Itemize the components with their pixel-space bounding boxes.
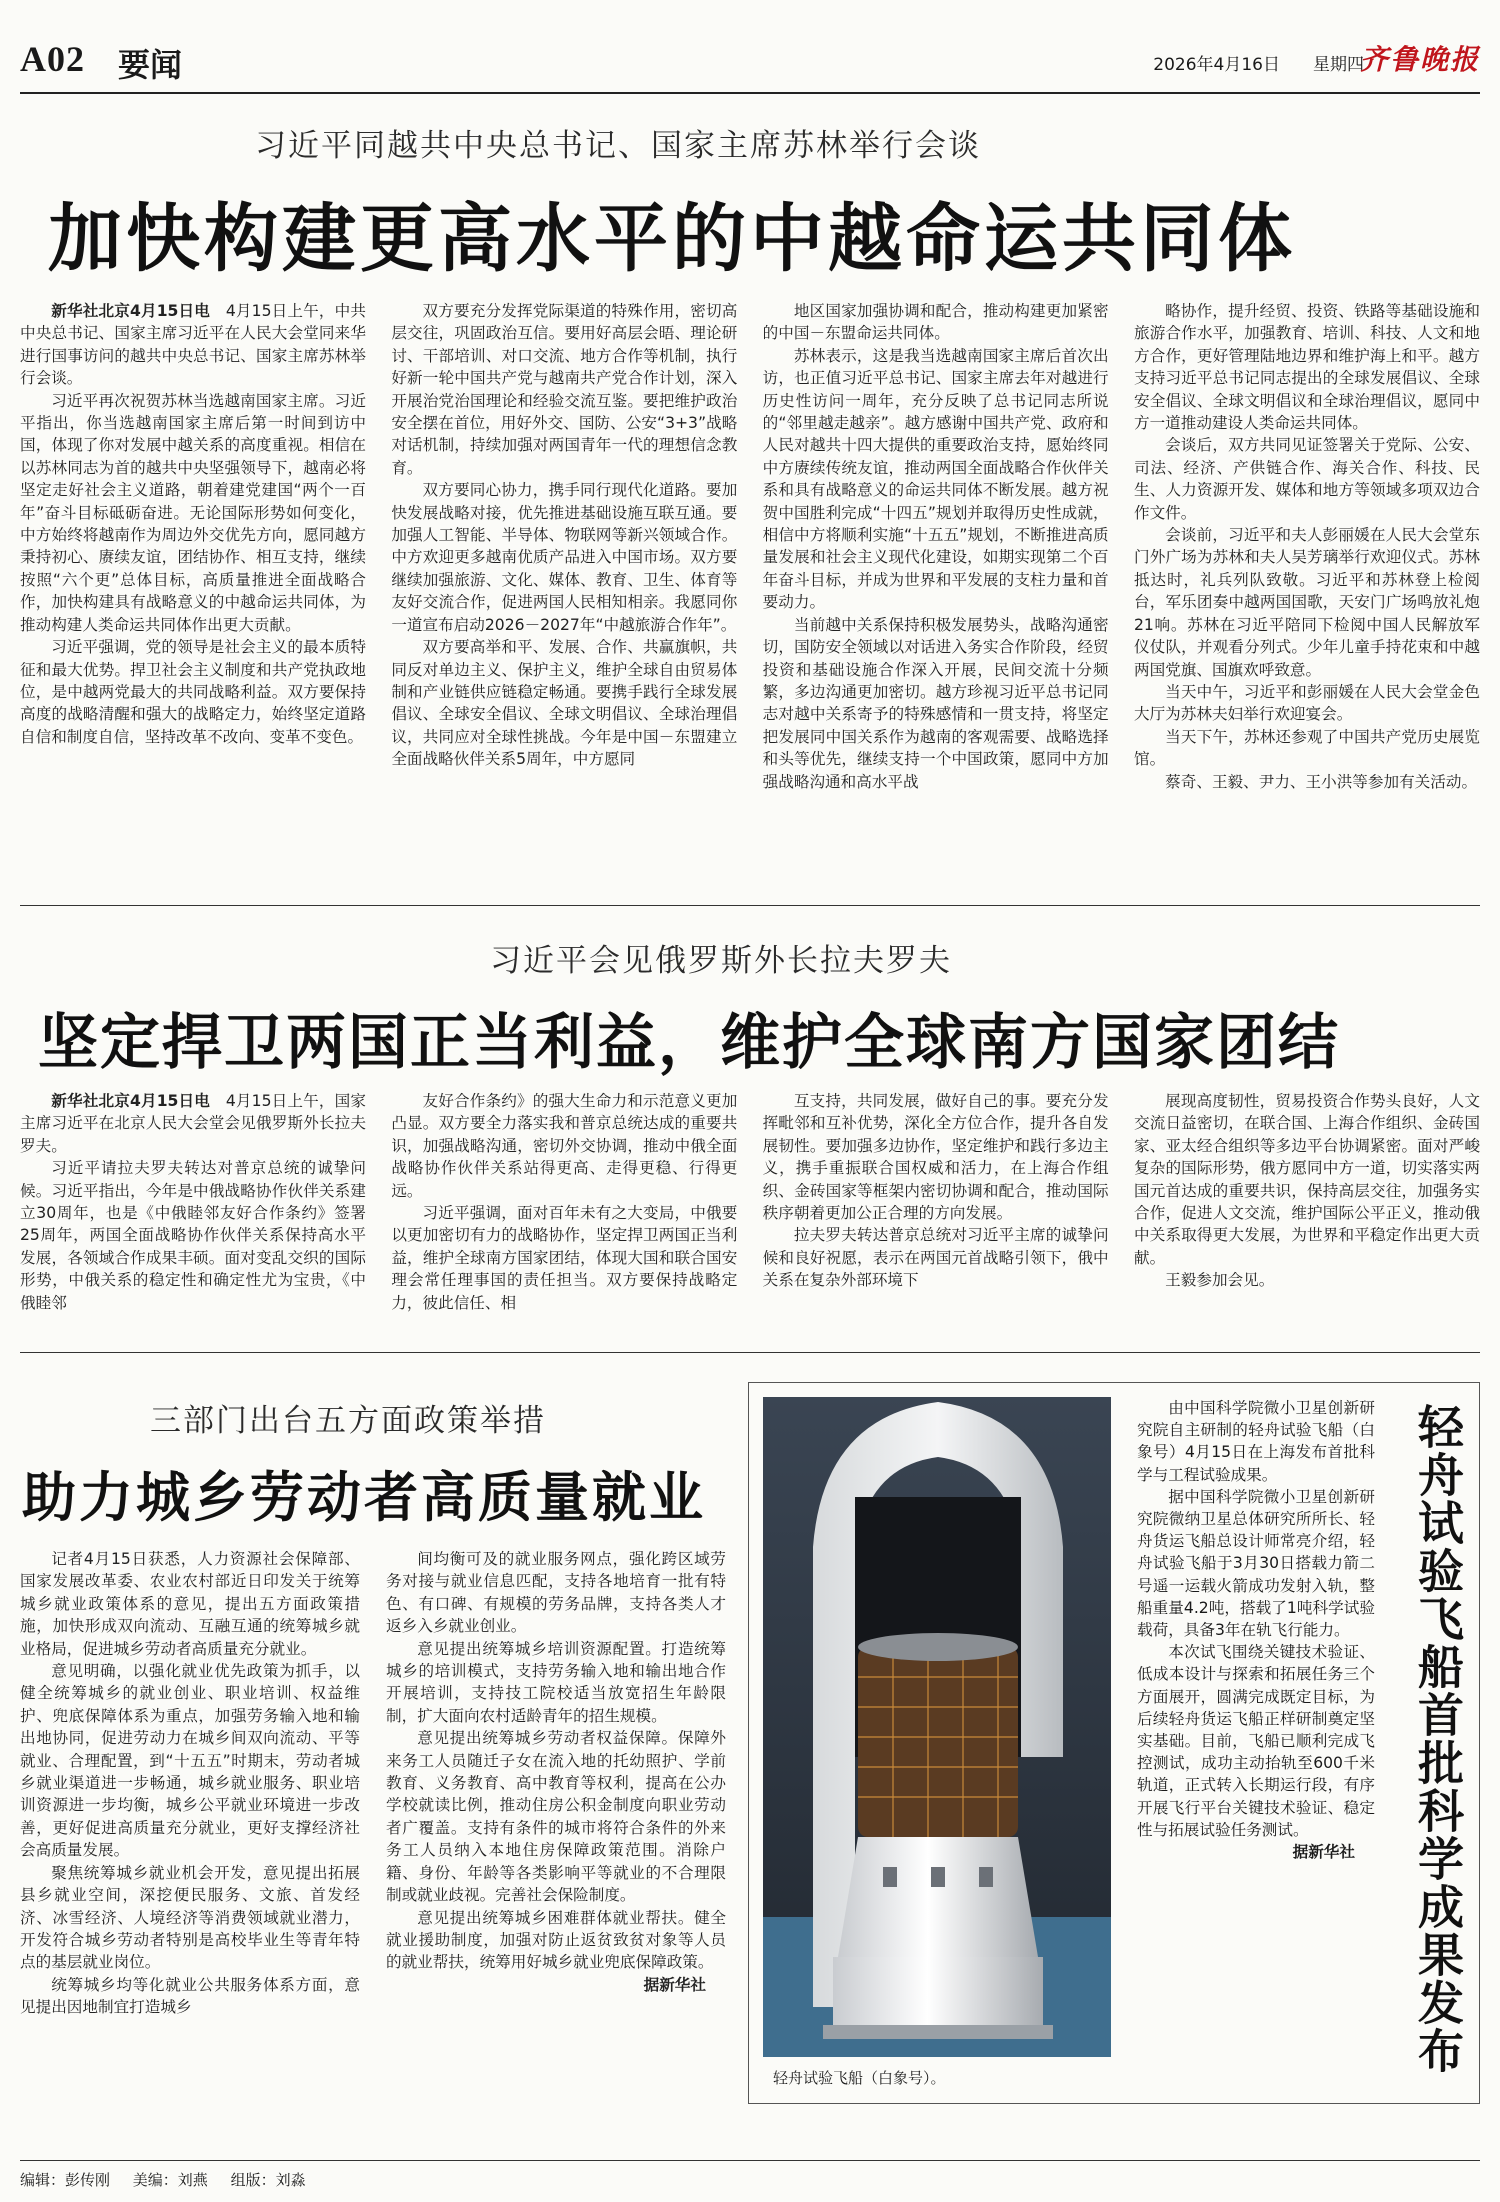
- divider: [20, 1352, 1480, 1353]
- article1-col-2: [391, 300, 737, 896]
- article1-kicker: 习近平同越共中央总书记、国家主席苏林举行会谈: [255, 128, 981, 164]
- page-number: A02: [20, 39, 85, 79]
- article2-dateline: 新华社北京4月15日电: [51, 1092, 211, 1110]
- article1-col-4: [1134, 300, 1480, 896]
- paragraph: 统筹城乡均等化就业公共服务体系方面，意见提出因地制宜打造城乡: [20, 1975, 360, 2017]
- paragraph: 由中国科学院微小卫星创新研究院自主研制的轻舟试验飞船（白象号）4月15日在上海发布首批科学与工程试验成果。: [1137, 1399, 1375, 1484]
- paragraph: 当前越中关系保持积极发展势头，战略沟通密切，国防安全领域以对话进入务实合作阶段，经贸投资和基础设施合作深入开展，民间交流十分频繁，多边沟通更加密切。越方珍视习近平总书记同志对越中关系寄予的特殊感情和一贯支持，将坚定把发展同中国关系作为越南的客观需要、战略选择和头等优先，继续支持一个中国政策，愿同中方加强战略沟通和高水平战: [762, 615, 1109, 791]
- paragraph: 意见提出统筹城乡培训资源配置。打造统筹城乡的培训模式，支持劳务输入地和输出地合作开展培训，支持技工院校适当放宽招生年龄限制，扩大面向农村适龄青年的招生规模。: [386, 1639, 726, 1725]
- paragraph: 苏林表示，这是我当选越南国家主席后首次出访，也正值习近平总书记、国家主席去年对越进行历史性访问一周年，充分反映了总书记同志所说的“邻里越走越亲”。越方感谢中国共产党、政府和人民对越共十四大提供的重要政治支持，愿始终同中方赓续传统友谊，推动两国全面战略合作伙伴关系和具有战略意义的命运共同体不断发展。越方祝贺中国胜利完成“十四五”规划并取得历史性成就，相信中方将顺利实施“十五五”规划，不断推进高质量发展和社会主义现代化建设，如期实现第二个百年奋斗目标，并成为世界和平发展的支柱力量和首要动力。: [762, 346, 1109, 612]
- paragraph: 展现高度韧性，贸易投资合作势头良好，人文交流日益密切，在联合国、上海合作组织、金砖国家、亚太经合组织等多边平台协调紧密。面对严峻复杂的国际形势，俄方愿同中方一道，切实落实两国元首达成的重要共识，保持高层交往，加强务实合作，促进人文交流，维护国际公平正义，推动俄中关系取得更大发展，为世界和平稳定作出更大贡献。: [1133, 1092, 1480, 1267]
- article2-headline: 坚定捍卫两国正当利益，维护全球南方国家团结: [38, 1008, 1340, 1078]
- article2-body: [20, 1090, 1480, 1340]
- paragraph: 习近平强调，面对百年未有之大变局，中俄要以更加密切有力的战略协作，坚定捍卫两国正当利益，维护全球南方国家团结，体现大国和联合国安理会常任理事国的责任担当。双方要保持战略定力，彼此信任、相: [391, 1204, 738, 1312]
- article1-col-1: [20, 300, 366, 896]
- article3-body: [20, 1548, 726, 2104]
- paragraph: 双方要高举和平、发展、合作、共赢旗帜，共同反对单边主义、保护主义，维护全球自由贸易体制和产业链供应链稳定畅通。要携手践行全球发展倡议、全球安全倡议、全球文明倡议、全球治理倡议，共同应对全球性挑战。今年是中国－东盟建立全面战略伙伴关系5周年，中方愿同: [391, 638, 738, 769]
- page-footer: [20, 2160, 1480, 2190]
- paragraph: 双方要充分发挥党际渠道的特殊作用，密切高层交往，巩固政治互信。要用好高层会晤、理论研讨、干部培训、对口交流、地方合作等机制，执行好新一轮中国共产党与越南共产党合作计划，深入开展治党治国理论和经验交流互鉴。要把维护政治安全摆在首位，用好外交、国防、公安“3+3”战略对话机制，持续加强对两国青年一代的理想信念教育。: [391, 302, 738, 477]
- article2-col-4: [1134, 1090, 1480, 1340]
- article1-dateline: 新华社北京4月15日电: [51, 302, 211, 320]
- paragraph: 意见提出统筹城乡劳动者权益保障。保障外来务工人员随迁子女在流入地的托幼照护、学前教育、义务教育、高中教育等权利，提高在公办学校就读比例，推动住房公积金制度向职业劳动者广覆盖。支持有条件的城市将符合条件的外来务工人员纳入本地住房保障政策范围。消除户籍、身份、年龄等各类影响平等就业的不合理限制或就业歧视。完善社会保险制度。: [386, 1729, 726, 1905]
- masthead: [20, 28, 1480, 94]
- paragraph: 本次试飞围绕关键技术验证、低成本设计与探索和拓展任务三个方面展开，圆满完成既定目标，为后续轻舟货运飞船正样研制奠定坚实基础。目前，飞船已顺利完成飞控测试，成功主动抬轨至600千米轨道，正式转入长期运行段，有序开展飞行平台关键技术验证、稳定性与拓展试验任务测试。: [1137, 1643, 1375, 1839]
- paragraph: 习近平再次祝贺苏林当选越南国家主席。习近平指出，你当选越南国家主席后第一时间到访中国，体现了你对发展中越关系的高度重视。相信在以苏林同志为首的越共中央坚强领导下，越南必将坚定走好社会主义道路，朝着建党建国“两个一百年”奋斗目标砥砺奋进。无论国际形势如何变化，中方始终将越南作为周边外交优先方向，愿同越方秉持初心、赓续友谊，团结协作、相互支持，继续按照“六个更”总体目标，高质量推进全面战略合作，加快构建具有战略意义的中越命运共同体，为推动构建人类命运共同体作出更大贡献。: [20, 391, 366, 634]
- paragraph: 聚焦统筹城乡就业机会开发，意见提出拓展县乡就业空间，深挖便民服务、文旅、首发经济、冰雪经济、人境经济等消费领域就业潜力，开发符合城乡劳动者特别是高校毕业生等青年特点的基层就业岗位。: [20, 1863, 360, 1972]
- article1-col-3: [763, 300, 1109, 896]
- paragraph: 会谈前，习近平和夫人彭丽媛在人民大会堂东门外广场为苏林和夫人吴芳璃举行欢迎仪式。苏林抵达时，礼兵列队致敬。习近平和苏林登上检阅台，军乐团奏中越两国国歌，天安门广场鸣放礼炮21响。苏林在习近平陪同下检阅中国人民解放军仪仗队，并观看分列式。少年儿童手持花束和中越两国党旗、国旗欢呼致意。: [1133, 526, 1480, 679]
- paragraph: 意见明确，以强化就业优先政策为抓手，以健全统筹城乡的就业创业、职业培训、权益维护、兜底保障体系为重点，加强劳务输入地和输出地协同，促进劳动力在城乡间双向流动、平等就业、合理配置，到“十五五”时期末，劳动者城乡就业渠道进一步畅通，城乡就业服务、职业培训资源进一步均衡，城乡公平就业环境进一步改善，更好促进高质量充分就业，更好支撑经济社会高质量发展。: [20, 1662, 360, 1860]
- article3-headline: 助力城乡劳动者高质量就业: [22, 1465, 706, 1529]
- issue-weekday: 星期四: [1313, 55, 1364, 75]
- photo-story-text: [1137, 1397, 1375, 2097]
- article2-col-2: [391, 1090, 737, 1340]
- article2-col-3: [763, 1090, 1109, 1340]
- paragraph: 当天下午，苏林还参观了中国共产党历史展览馆。: [1133, 727, 1480, 769]
- divider: [20, 905, 1480, 906]
- article1-body: [20, 300, 1480, 896]
- paragraph: 4月15日上午，国家主席习近平在北京人民大会堂会见俄罗斯外长拉夫罗夫。: [20, 1092, 366, 1155]
- article3-byline: 据新华社: [643, 1975, 706, 1994]
- paragraph: 会谈后，双方共同见证签署关于党际、公安、司法、经济、产供链合作、海关合作、科技、民生、人力资源开发、媒体和地方等领域多项双边合作文件。: [1133, 436, 1480, 522]
- paragraph: 王毅参加会见。: [1165, 1271, 1275, 1290]
- paragraph: 拉夫罗夫转达普京总统对习近平主席的诚挚问候和良好祝愿，表示在两国元首战略引领下，俄中关系在复杂外部环境下: [762, 1226, 1109, 1290]
- photo-story-byline: 据新华社: [1292, 1843, 1355, 1862]
- art-credit: 美编：刘燕: [132, 2171, 208, 2189]
- paragraph: 习近平强调，党的领导是社会主义的最本质特征和最大优势。捍卫社会主义制度和共产党执政地位，是中越两党最大的共同战略利益。双方要保持高度的战略清醒和强大的战略定力，始终坚定道路自信和制度自信，坚持改革不改向、变革不变色。: [20, 638, 366, 746]
- article2-col-1: [20, 1090, 366, 1340]
- article1-headline: 加快构建更高水平的中越命运共同体: [48, 196, 1296, 282]
- paragraph: 意见提出统筹城乡困难群体就业帮扶。健全就业援助制度，加强对防止返贫致贫对象等人员的就业帮扶，统筹用好城乡就业兜底保障政策。: [386, 1908, 726, 1972]
- article3-col-1: [20, 1548, 360, 2104]
- article3-kicker: 三部门出台五方面政策举措: [150, 1403, 546, 1439]
- spacecraft-photo: [763, 1397, 1111, 2057]
- photo-caption: 轻舟试验飞船（白象号）。: [773, 2069, 946, 2087]
- paragraph: 习近平请拉夫罗夫转达对普京总统的诚挚问候。习近平指出，今年是中俄战略协作伙伴关系建立30周年，也是《中俄睦邻友好合作条约》签署25周年，两国全面战略协作伙伴关系保持高水平发展，各领域合作成果丰硕。面对变乱交织的国际形势，中俄关系的稳定性和确定性尤为宝贵，《中俄睦邻: [20, 1159, 366, 1312]
- paragraph: 互支持，共同发展，做好自己的事。要充分发挥毗邻和互补优势，深化全方位合作，提升各自发展韧性。要加强多边协作，坚定维护和践行多边主义，携手重振联合国权威和活力，在上海合作组织、金砖国家等框架内密切协调和配合，推动国际秩序朝着更加公正合理的方向发展。: [762, 1092, 1109, 1223]
- paragraph: 双方要同心协力，携手同行现代化道路。要加快发展战略对接，优先推进基础设施互联互通。要加强人工智能、半导体、物联网等新兴领域合作。中方欢迎更多越南优质产品进入中国市场。双方要继续加强旅游、文化、媒体、教育、卫生、体育等友好交流合作，促进两国人民相知相亲。我愿同你一道宣布启动2026－2027年“中越旅游合作年”。: [391, 481, 738, 634]
- section-title: 要闻: [118, 46, 183, 84]
- paragraph: 记者4月15日获悉，人力资源社会保障部、国家发展改革委、农业农村部近日印发关于统筹城乡就业政策体系的意见，提出五方面政策措施，加快形成双向流动、互融互通的统筹城乡就业格局，促进城乡劳动者高质量充分就业。: [20, 1550, 360, 1658]
- photo-story-headline: 轻舟试验飞船首批科学成果发布: [1411, 1403, 1465, 2075]
- photo-story: [748, 1382, 1480, 2104]
- article2-kicker: 习近平会见俄罗斯外长拉夫罗夫: [490, 943, 952, 979]
- article3-col-2: [386, 1548, 726, 2104]
- paragraph: 友好合作条约》的强大生命力和示范意义更加凸显。双方要全力落实我和普京总统达成的重要共识，加强战略沟通，密切外交协调，推动中俄全面战略协作伙伴关系站得更高、走得更稳、行得更远。: [391, 1092, 738, 1200]
- editor-credit: 编辑：彭传刚: [20, 2171, 111, 2189]
- issue-date: 2026年4月16日: [1153, 55, 1280, 75]
- spacecraft-illustration: [763, 1397, 1111, 2057]
- paragraph: 蔡奇、王毅、尹力、王小洪等参加有关活动。: [1165, 772, 1478, 791]
- paragraph: 间均衡可及的就业服务网点，强化跨区域劳务对接与就业信息匹配，支持各地培育一批有特色、有口碑、有规模的劳务品牌，支持各类人才返乡入乡就业创业。: [386, 1550, 726, 1636]
- newspaper-logo: 齐鲁晚报: [1359, 43, 1480, 76]
- layout-credit: 组版：刘淼: [230, 2171, 306, 2189]
- paragraph: 据中国科学院微小卫星创新研究院微纳卫星总体研究所所长、轻舟货运飞船总设计师常亮介绍，轻舟试验飞船于3月30日搭载力箭二号遥一运载火箭成功发射入轨，整船重量4.2吨，搭载了1吨科学试验载荷，具备3年在轨飞行能力。: [1137, 1487, 1375, 1640]
- paragraph: 当天中午，习近平和彭丽媛在人民大会堂金色大厅为苏林夫妇举行欢迎宴会。: [1133, 682, 1480, 724]
- paragraph: 略协作，提升经贸、投资、铁路等基础设施和旅游合作水平，加强教育、培训、科技、人文和地方合作，更好管理陆地边界和维护海上和平。越方支持习近平总书记同志提出的全球发展倡议、全球安全倡议、全球文明倡议和全球治理倡议，愿同中方一道推动建设人类命运共同体。: [1133, 302, 1480, 433]
- paragraph: 4月15日上午，中共中央总书记、国家主席习近平在人民大会堂同来华进行国事访问的越共中央总书记、国家主席苏林举行会谈。: [20, 302, 366, 388]
- paragraph: 地区国家加强协调和配合，推动构建更加紧密的中国－东盟命运共同体。: [762, 302, 1109, 343]
